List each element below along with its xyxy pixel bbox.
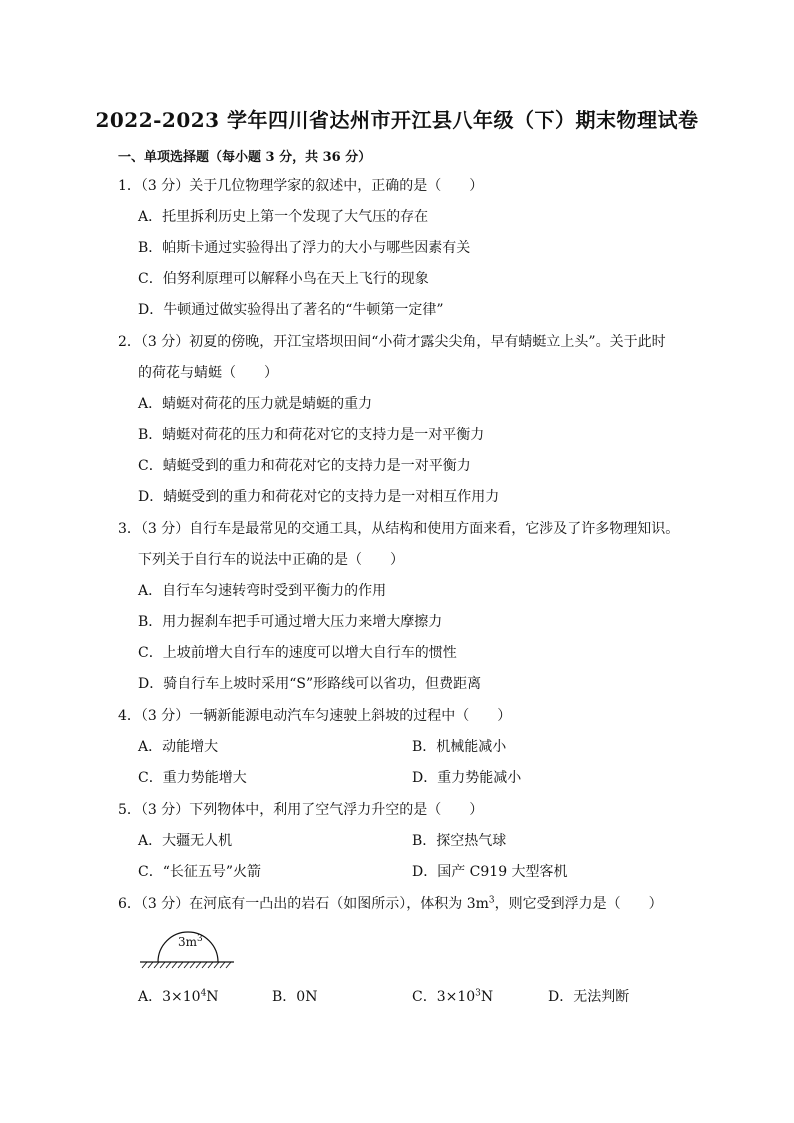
page-title: 2022-2023 学年四川省达州市开江县八年级（下）期末物理试卷 xyxy=(95,108,699,132)
question-2-option-a[interactable]: A．蜻蜓对荷花的压力就是蜻蜓的重力 xyxy=(138,396,373,412)
question-2-stem: 2．（3 分）初夏的傍晚，开江宝塔坝田间“小荷才露尖尖角，早有蜻蜓立上头”。关于此时 xyxy=(118,334,666,350)
question-1-option-b[interactable]: B．帕斯卡通过实验得出了浮力的大小与哪些因素有关 xyxy=(138,240,471,256)
rock-volume-exponent: 3 xyxy=(197,934,203,944)
question-4-stem: 4．（3 分）一辆新能源电动汽车匀速驶上斜坡的过程中（ ） xyxy=(118,708,512,724)
question-6-option-d[interactable]: D．无法判断 xyxy=(548,989,630,1005)
question-1-option-d[interactable]: D．牛顿通过做实验得出了著名的“牛顿第一定律” xyxy=(138,302,444,318)
option-a-exponent: 4 xyxy=(200,988,207,999)
option-a-text: A．3×10 xyxy=(138,989,201,1005)
question-2-option-b[interactable]: B．蜻蜓对荷花的压力和荷花对它的支持力是一对平衡力 xyxy=(138,427,485,443)
question-6-stem xyxy=(118,894,663,914)
question-1-stem: 1．（3 分）关于几位物理学家的叙述中，正确的是（ ） xyxy=(118,178,484,194)
question-5-option-a[interactable]: A．大疆无人机 xyxy=(138,833,233,849)
question-4-option-a[interactable]: A．动能增大 xyxy=(138,739,219,755)
section-heading: 一、单项选择题（每小题 3 分，共 36 分） xyxy=(118,150,372,165)
question-2-stem-continued: 的荷花与蜻蜓（ ） xyxy=(138,365,278,381)
question-5-stem: 5．（3 分）下列物体中，利用了空气浮力升空的是（ ） xyxy=(118,802,484,818)
option-c-unit: N xyxy=(480,989,494,1005)
option-a-unit: N xyxy=(206,989,219,1005)
question-6-stem-text-end: ，则它受到浮力是（ ） xyxy=(494,896,663,912)
question-3-option-d[interactable]: D．骑自行车上坡时采用“S”形路线可以省功，但费距离 xyxy=(138,676,482,692)
question-6-stem-text: 6．（3 分）在河底有一凸出的岩石（如图所示），体积为 3m xyxy=(118,896,489,912)
question-5-option-d[interactable]: D．国产 C919 大型客机 xyxy=(412,864,568,880)
rock-volume-label xyxy=(178,935,203,949)
question-2-option-d[interactable]: D．蜻蜓受到的重力和荷花对它的支持力是一对相互作用力 xyxy=(138,489,500,505)
question-6-option-c[interactable] xyxy=(412,987,493,1007)
question-1-option-c[interactable]: C．伯努利原理可以解释小鸟在天上飞行的现象 xyxy=(138,271,429,287)
question-4-option-c[interactable]: C．重力势能增大 xyxy=(138,770,247,786)
option-c-text: C．3×10 xyxy=(412,989,476,1005)
rock-figure xyxy=(138,924,238,974)
question-5-option-b[interactable]: B．探空热气球 xyxy=(412,833,507,849)
question-1-option-a[interactable]: A．托里拆利历史上第一个发现了大气压的存在 xyxy=(138,209,429,225)
question-6-stem-exponent: 3 xyxy=(488,895,495,906)
question-2-option-c[interactable]: C．蜻蜓受到的重力和荷花对它的支持力是一对平衡力 xyxy=(138,458,471,474)
question-6-option-b[interactable]: B．0N xyxy=(272,989,318,1005)
option-c-exponent: 3 xyxy=(475,988,481,999)
question-3-stem-continued: 下列关于自行车的说法中正确的是（ ） xyxy=(138,552,404,568)
question-6-option-a[interactable] xyxy=(138,987,219,1007)
question-3-option-a[interactable]: A．自行车匀速转弯时受到平衡力的作用 xyxy=(138,583,387,599)
question-3-stem: 3．（3 分）自行车是最常见的交通工具，从结构和使用方面来看，它涉及了许多物理知识。 xyxy=(118,521,680,537)
question-3-option-c[interactable]: C．上坡前增大自行车的速度可以增大自行车的惯性 xyxy=(138,645,457,661)
question-4-option-b[interactable]: B．机械能减小 xyxy=(412,739,507,755)
rock-volume-text: 3m xyxy=(178,935,198,949)
question-3-option-b[interactable]: B．用力握刹车把手可通过增大压力来增大摩擦力 xyxy=(138,614,443,630)
question-5-option-c[interactable]: C．“长征五号”火箭 xyxy=(138,864,262,880)
question-4-option-d[interactable]: D．重力势能减小 xyxy=(412,770,522,786)
